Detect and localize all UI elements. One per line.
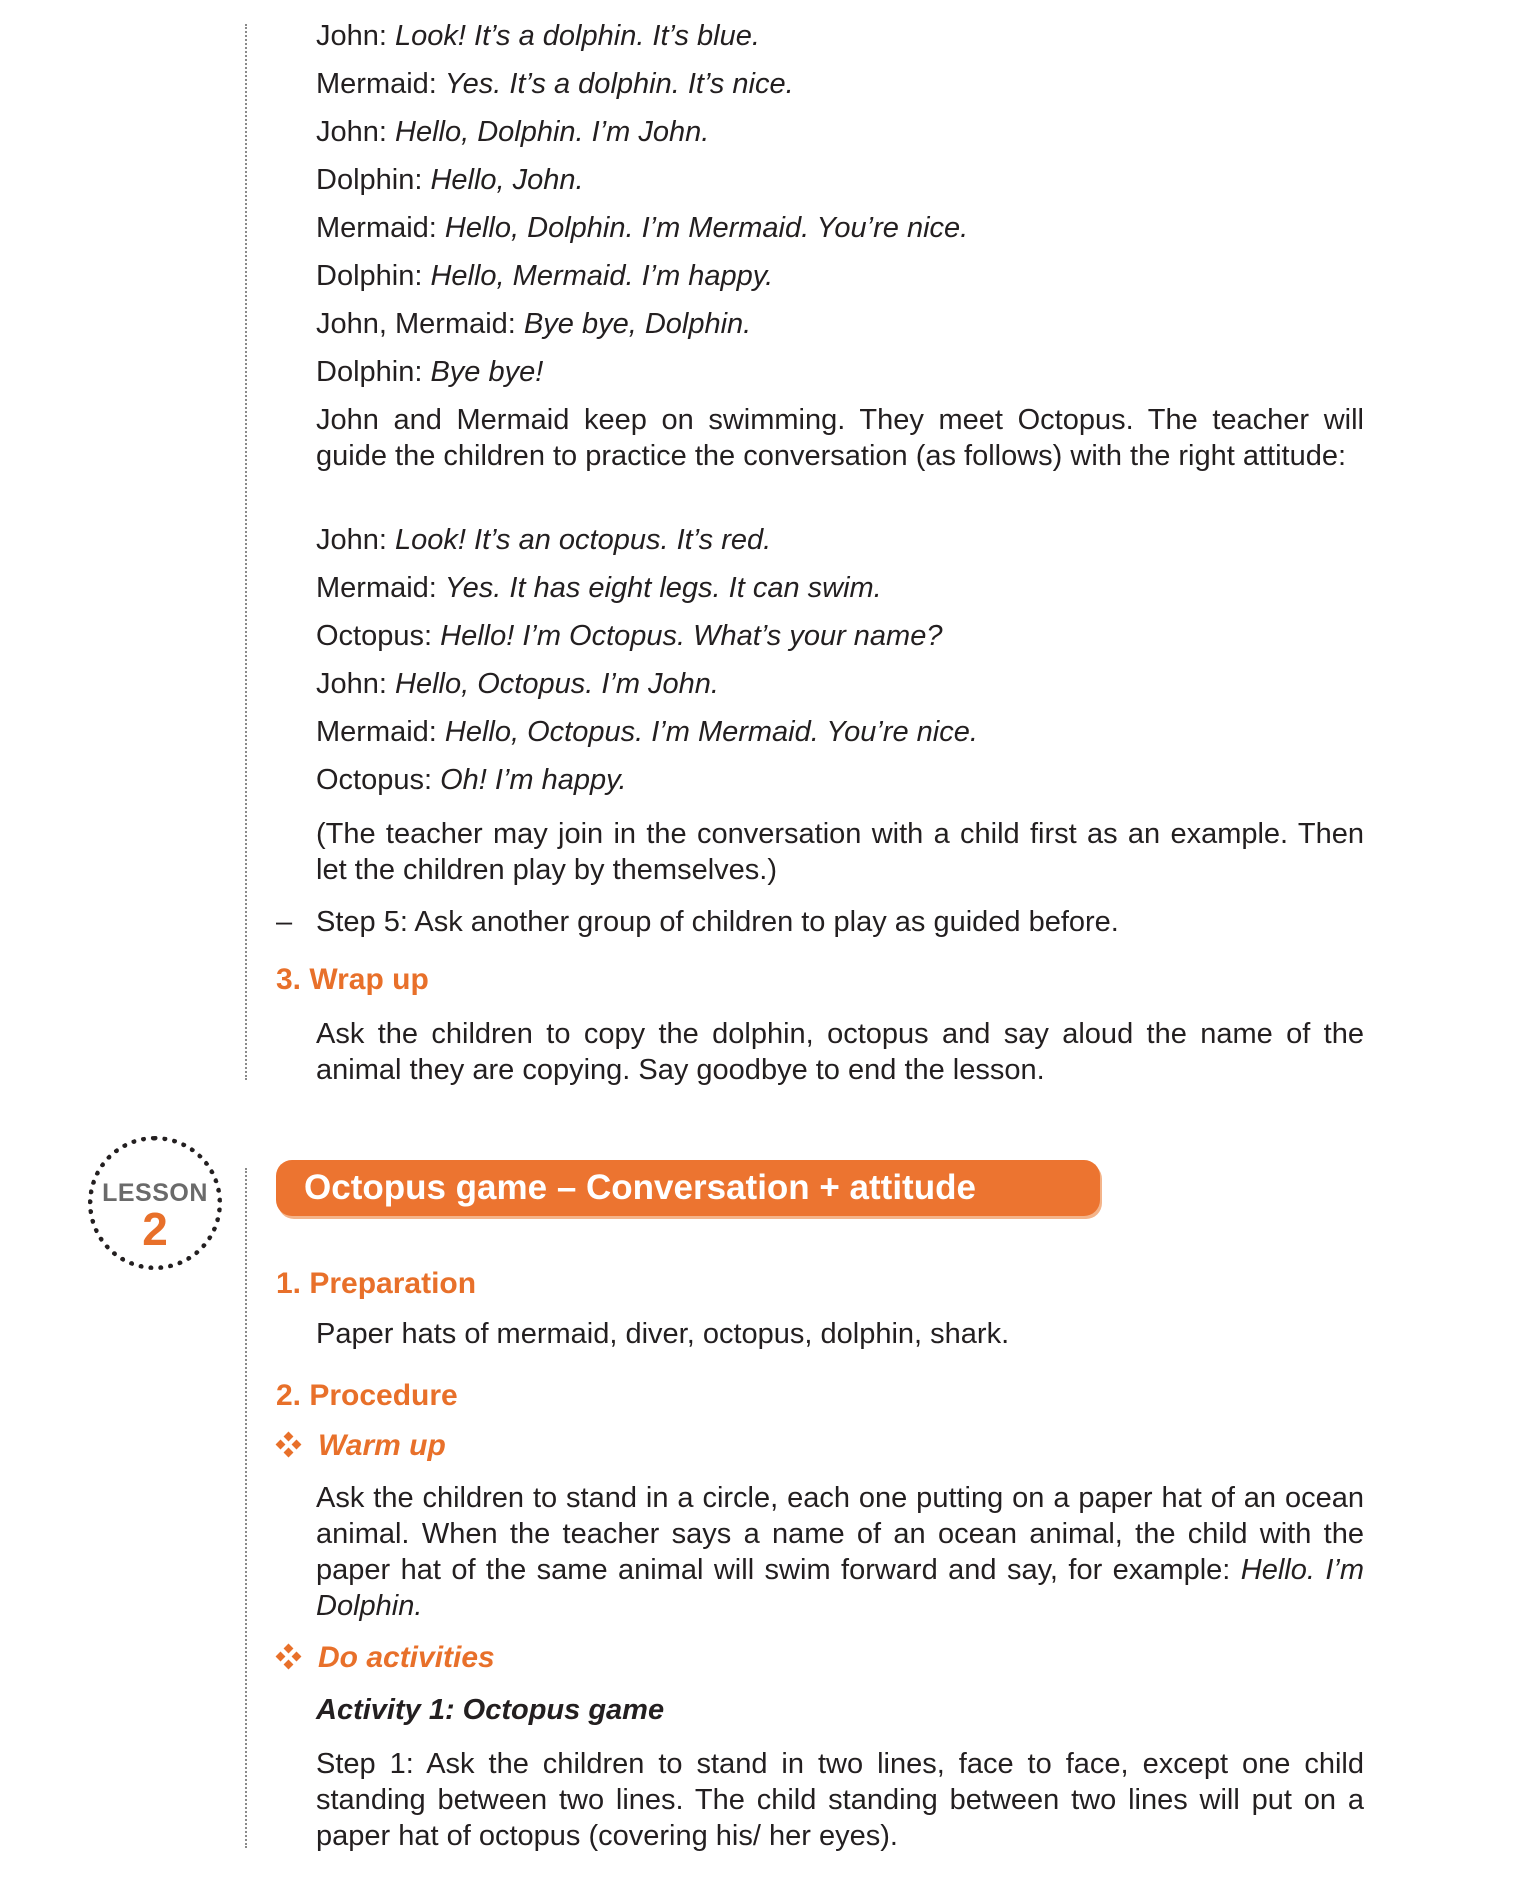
activity-1-title: Activity 1: Octopus game — [316, 1694, 665, 1726]
dialogue-line — [316, 762, 1364, 798]
warm-up-heading — [276, 1428, 446, 1464]
dialogue-line — [316, 618, 1364, 654]
speaker: Mermaid: — [316, 716, 437, 748]
line-text: Look! It’s an octopus. It’s red. — [395, 524, 772, 556]
speaker: John: — [316, 116, 387, 148]
speaker: Octopus: — [316, 620, 433, 652]
speaker: Mermaid: — [316, 572, 437, 604]
speaker: Octopus: — [316, 764, 433, 796]
dialogue-line — [316, 66, 1364, 102]
speaker: Dolphin: — [316, 164, 423, 196]
dialogue-line — [316, 666, 1364, 702]
do-activities-heading — [276, 1640, 495, 1676]
warm-up-label: Warm up — [318, 1429, 446, 1462]
dialogue-line — [316, 570, 1364, 606]
wrap-up-heading: 3. Wrap up — [276, 963, 429, 996]
procedure-heading: 2. Procedure — [276, 1379, 458, 1412]
warm-up-body: Ask the children to stand in a circle, each one putting on a paper hat of an ocean animal. When the teacher says a name of an ocean animal, the child with the paper hat of the same animal will swim forward and say, for example: — [316, 1482, 1364, 1586]
dialogue-line — [316, 714, 1364, 750]
dialogue-line — [316, 354, 1364, 390]
margin-rule-bottom — [245, 1168, 247, 1848]
line-text: Hello! I’m Octopus. What’s your name? — [440, 620, 943, 652]
line-text: Hello, Octopus. I’m Mermaid. You’re nice. — [444, 716, 978, 748]
line-text: Bye bye! — [430, 356, 544, 388]
line-text: Hello, Dolphin. I’m John. — [395, 116, 710, 148]
warm-up-example: Hello. I’m Dolphin. — [316, 1554, 1365, 1622]
diamond-bullet-icon — [276, 1432, 302, 1458]
speaker: John: — [316, 668, 387, 700]
preparation-text: Paper hats of mermaid, diver, octopus, dolphin, shark. — [316, 1318, 1010, 1350]
dialogue-line — [316, 18, 1364, 54]
line-text: Hello, John. — [430, 164, 584, 196]
speaker: Dolphin: — [316, 356, 423, 388]
step-5-text: Step 5: Ask another group of children to play as guided before. — [316, 906, 1119, 938]
do-activities-label: Do activities — [318, 1641, 495, 1674]
speaker: John, Mermaid: — [316, 308, 516, 340]
speaker: Mermaid: — [316, 212, 437, 244]
speaker: John: — [316, 524, 387, 556]
line-text: Hello, Mermaid. I’m happy. — [430, 260, 774, 292]
speaker: Dolphin: — [316, 260, 423, 292]
lesson-badge — [88, 1136, 222, 1270]
dialogue-line — [316, 210, 1364, 246]
line-text: Bye bye, Dolphin. — [523, 308, 752, 340]
speaker: John: — [316, 20, 387, 52]
line-text: Hello, Dolphin. I’m Mermaid. You’re nice. — [444, 212, 969, 244]
line-text: Look! It’s a dolphin. It’s blue. — [395, 20, 760, 52]
dialogue-line — [316, 258, 1364, 294]
narration-paragraph: John and Mermaid keep on swimming. They meet Octopus. The teacher will guide the children to practice the conversation (as follows) with the right attitude: — [316, 404, 1364, 472]
dialogue-line — [316, 114, 1364, 150]
line-text: Oh! I’m happy. — [440, 764, 627, 796]
margin-rule-top — [245, 24, 247, 1080]
lesson-badge-number: 2 — [142, 1203, 168, 1255]
list-dash: – — [276, 906, 293, 938]
wrap-up-text: Ask the children to copy the dolphin, octopus and say aloud the name of the animal they are copying. Say goodbye to end the lesson. — [316, 1018, 1364, 1086]
lesson-title-banner: Octopus game – Conversation + attitude — [276, 1160, 1100, 1216]
dialogue-line — [316, 162, 1364, 198]
line-text: Yes. It has eight legs. It can swim. — [444, 572, 882, 604]
dialogue-line — [316, 522, 1364, 558]
warm-up-text — [316, 1480, 1364, 1624]
dialogue-line — [316, 306, 1364, 342]
diamond-bullet-icon — [276, 1644, 302, 1670]
teacher-note: (The teacher may join in the conversation with a child first as an example. Then let the children play by themselves.) — [316, 818, 1364, 886]
lesson-badge-label: LESSON — [102, 1179, 208, 1207]
preparation-heading: 1. Preparation — [276, 1267, 477, 1300]
activity-1-step-1: Step 1: Ask the children to stand in two lines, face to face, except one child standing between two lines. The child standing between two lines will put on a paper hat of octopus (covering his/ her eyes). — [316, 1748, 1364, 1852]
line-text: Yes. It’s a dolphin. It’s nice. — [444, 68, 794, 100]
speaker: Mermaid: — [316, 68, 437, 100]
line-text: Hello, Octopus. I’m John. — [395, 668, 719, 700]
